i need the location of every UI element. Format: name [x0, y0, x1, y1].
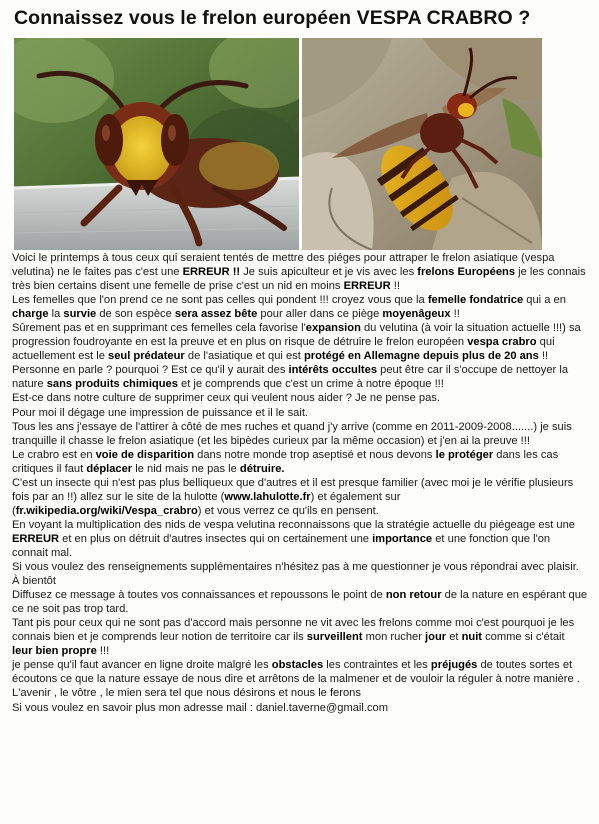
- paragraph-text: mon rucher: [362, 631, 426, 644]
- hornet-face-photo: [14, 38, 299, 250]
- paragraph-text: ) et également sur (: [12, 490, 401, 517]
- emphasis-text: www.lahulotte.fr: [224, 490, 311, 503]
- paragraph-text: Tant pis pour ceux qui ne sont pas d'accord mais personne ne vit avec les frelons comme moi c'est pourquoi je les connais bien et je comprends leur notion de territoire car ils: [12, 617, 575, 644]
- paragraph-text: !!!: [96, 645, 110, 658]
- emphasis-text: importance: [372, 532, 433, 545]
- emphasis-text: protégé en Allemagne depuis plus de 20 ans: [303, 350, 539, 363]
- paragraph-text: je pense qu'il faut avancer en ligne droite malgré les: [12, 659, 272, 672]
- paragraph-text: Diffusez ce message à toutes vos connaissances et repoussons le point de: [12, 589, 386, 602]
- emphasis-text: fr.wikipedia.org/wiki/Vespa_crabro: [15, 504, 198, 517]
- paragraph-text: !!: [450, 308, 460, 321]
- hornet-on-leaves-photo: [302, 38, 542, 250]
- paragraph-text: Si vous voulez des renseignements supplémentaires n'hésitez pas à me questionner je vous répondrai avec plaisir. À bientôt: [12, 561, 579, 588]
- paragraph-text: du velutina (à voir la situation actuelle !!!) sa progression foudroyante en est la preuve et en plus on risque de détruire le frelon européen: [12, 322, 581, 349]
- paragraph-text: !!: [538, 350, 549, 363]
- paragraph-text: et je comprends que c'est un crime à notre époque !!!: [177, 378, 444, 391]
- emphasis-text: déplacer: [86, 462, 133, 475]
- paragraph: [12, 293, 588, 321]
- emphasis-text: expansion: [305, 322, 361, 335]
- emphasis-text: sera assez bête: [174, 308, 258, 321]
- emphasis-text: nuit: [461, 631, 482, 644]
- emphasis-text: sans produits chimiques: [46, 378, 178, 391]
- emphasis-text: vespa crabro: [467, 336, 537, 349]
- page-title: Connaissez vous le frelon européen VESPA CRABRO ?: [14, 7, 531, 29]
- paragraph: [12, 251, 588, 293]
- paragraph-text: et: [446, 631, 462, 644]
- emphasis-text: le protéger: [435, 448, 494, 461]
- paragraph: [12, 588, 588, 616]
- paragraph-text: Est-ce dans notre culture de supprimer ceux qui veulent nous aider ? Je ne pense pas.: [12, 392, 440, 405]
- paragraph-text: qui actuellement est le: [12, 336, 555, 363]
- emphasis-text: non retour: [385, 589, 442, 602]
- paragraph: [12, 476, 588, 518]
- emphasis-text: femelle fondatrice: [427, 294, 524, 307]
- emphasis-text: jour: [425, 631, 447, 644]
- paragraph: [12, 420, 588, 448]
- paragraph-text: Sûrement pas et en supprimant ces femelles cela favorise l': [12, 322, 306, 335]
- paragraph-text: Si vous voulez en savoir plus mon adresse mail : daniel.taverne@gmail.com: [12, 701, 389, 714]
- paragraph: [12, 406, 588, 420]
- paragraph: [12, 560, 588, 588]
- paragraph-text: dans notre monde trop aseptisé et nous devons: [194, 448, 436, 461]
- paragraph-text: Je suis apiculteur et je vis avec les: [240, 266, 418, 279]
- emphasis-text: frelons Européens: [417, 266, 516, 279]
- emphasis-text: leur bien propre: [12, 645, 97, 658]
- paragraph-text: C'est un insecte qui n'est pas plus belliqueux que d'autres et il est presque familier (avec moi je le vérifie plusieurs fois par an !!) allez sur le site de la hulotte (: [12, 476, 574, 503]
- paragraph-text: le nid mais ne pas le: [132, 462, 240, 475]
- emphasis-text: obstacles: [271, 659, 324, 672]
- emphasis-text: ERREUR !!: [182, 266, 241, 279]
- emphasis-text: survie: [63, 308, 97, 321]
- paragraph: [12, 658, 588, 700]
- paragraph: [12, 363, 588, 391]
- paragraph-text: dans les cas critiques il faut: [12, 448, 559, 475]
- paragraph-text: Les femelles que l'on prend ce ne sont pas celles qui pondent !!! croyez vous que la: [12, 294, 428, 307]
- paragraph: [12, 391, 588, 405]
- paragraph-text: de son espèce: [96, 308, 175, 321]
- paragraph-text: la: [48, 308, 64, 321]
- paragraph-text: pour aller dans ce piège: [257, 308, 383, 321]
- paragraph: [12, 701, 588, 715]
- emphasis-text: ERREUR: [343, 280, 391, 293]
- paragraph-text: et une fonction que l'on connait mal.: [12, 532, 551, 559]
- paragraph-text: Personne en parle ? pourquoi ? Est ce qu'il y aurait des: [12, 364, 289, 377]
- emphasis-text: surveillent: [306, 631, 363, 644]
- paragraph-text: Pour moi il dégage une impression de puissance et il le sait.: [12, 406, 309, 419]
- article-body: [12, 251, 588, 715]
- paragraph-text: !!: [390, 280, 400, 293]
- paragraph-text: Le crabro est en: [12, 448, 96, 461]
- paragraph: [12, 448, 588, 476]
- paragraph-text: ) et vous verrez ce qu'ils en pensent.: [197, 504, 379, 517]
- paragraph-text: de l'asiatique et qui est: [184, 350, 304, 363]
- paragraph-text: peut être car il s'occupe de nettoyer la nature: [12, 364, 569, 391]
- emphasis-text: charge: [12, 308, 49, 321]
- paragraph: [12, 518, 588, 560]
- paragraph-text: comme si c'était: [482, 631, 565, 644]
- emphasis-text: seul prédateur: [108, 350, 185, 363]
- paragraph-text: Voici le printemps à tous ceux qui seraient tentés de mettre des piéges pour attraper le frelon asiatique (vespa velutina) ne le faites pas c'est une: [12, 252, 555, 279]
- paragraph-text: Tous les ans j'essaye de l'attirer à côté de mes ruches et quand j'y arrive (comme en 2011-2009-2008.......) je suis tranquille il chasse le frelon asiatique (et les bipèdes curieux par la même occasion) et j'en ai la preuve !!!: [12, 420, 572, 447]
- emphasis-text: préjugés: [430, 659, 478, 672]
- paragraph: [12, 616, 588, 658]
- paragraph-text: qui a en: [523, 294, 566, 307]
- paragraph-text: de toutes sortes et écoutons ce que la nature essaye de nous dire et arrêtons de la malmener et de vouloir la réguler à notre manière . L'avenir , le vôtre , le mien sera tel que nous désirons et nous le ferons: [12, 659, 580, 700]
- paragraph-text: En voyant la multiplication des nids de vespa velutina reconnaissons que la stratégie actuelle du piégeage est une: [12, 518, 575, 531]
- paragraph-text: les contraintes et les: [323, 659, 431, 672]
- paragraph-text: et en plus on détruit d'autres insectes qui on certainement une: [59, 532, 373, 545]
- paragraph-text: de la nature en espérant que ce ne soit pas trop tard.: [12, 589, 588, 616]
- paragraph: [12, 321, 588, 363]
- emphasis-text: moyenâgeux: [382, 308, 451, 321]
- paragraph-text: je les connais très bien certains disent une femelle de prise c'est un nid en moins: [12, 266, 586, 293]
- emphasis-text: ERREUR: [12, 532, 60, 545]
- emphasis-text: intérêts occultes: [288, 364, 378, 377]
- emphasis-text: voie de disparition: [95, 448, 195, 461]
- emphasis-text: détruire.: [239, 462, 285, 475]
